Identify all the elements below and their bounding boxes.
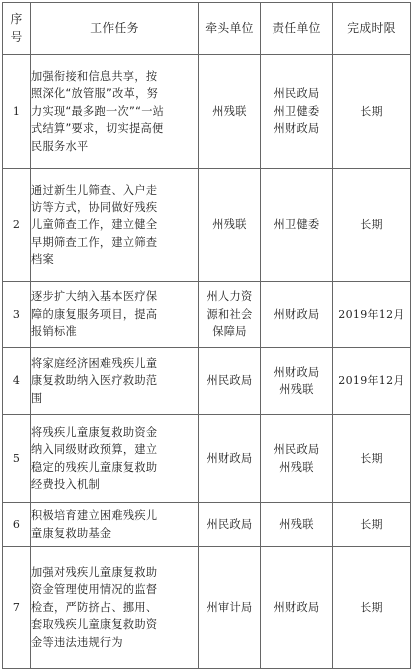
task-line: 将家庭经济困难残疾儿童: [31, 356, 158, 370]
table-row: [3, 55, 411, 169]
header-resp: 责任单位: [261, 3, 333, 55]
task-line: 民服务水平: [31, 139, 89, 153]
task-cell: [31, 503, 199, 547]
responsible-unit-cell: [261, 55, 333, 169]
task-line: 积极培育建立困难残疾儿: [31, 509, 158, 523]
table-row: [3, 348, 411, 415]
lead-unit-line: 州人力资: [206, 290, 253, 304]
task-cell: [31, 169, 199, 282]
responsible-unit-line: 州财政局: [273, 600, 320, 614]
lead-unit-line: 保障局: [212, 325, 247, 339]
table-row: [3, 169, 411, 282]
header-no: [3, 3, 31, 55]
deadline-cell: 2019年12月: [333, 348, 411, 415]
task-cell: [31, 348, 199, 415]
header-lead: 牵头单位: [199, 3, 261, 55]
task-line: 检查，严防挤占、挪用、: [31, 600, 158, 614]
row-number: 5: [3, 415, 31, 503]
deadline-cell: 2019年12月: [333, 282, 411, 348]
header-task: 工作任务: [31, 3, 199, 55]
responsible-unit-line: 州民政局: [273, 87, 320, 101]
task-line: 访等方式，协同做好残疾: [31, 200, 158, 214]
task-line: 套取残疾儿童康复救助资: [31, 618, 158, 632]
lead-unit-cell: [199, 348, 261, 415]
task-line: 障的康复服务项目，提高: [31, 307, 158, 321]
lead-unit-line: 州财政局: [206, 451, 253, 465]
task-cell: [31, 547, 199, 669]
task-line: 档案: [31, 253, 54, 267]
responsible-unit-cell: [261, 503, 333, 547]
responsible-unit-line: 州卫健委: [273, 104, 320, 118]
responsible-unit-line: 州残联: [279, 460, 314, 474]
responsible-unit-line: 州残联: [279, 517, 314, 531]
lead-unit-cell: [199, 169, 261, 282]
lead-unit-cell: [199, 282, 261, 348]
header-no-line: 序: [10, 11, 23, 26]
responsible-unit-cell: [261, 547, 333, 669]
task-table: [2, 2, 411, 669]
task-line: 力实现“最多跑一次”“一站: [31, 104, 165, 118]
responsible-unit-line: 州财政局: [273, 122, 320, 136]
responsible-unit-cell: [261, 282, 333, 348]
task-line: 纳入同级财政预算，建立: [31, 443, 158, 457]
task-line: 通过新生儿筛查、入户走: [31, 183, 158, 197]
task-cell: [31, 282, 199, 348]
lead-unit-line: 源和社会: [206, 307, 253, 321]
lead-unit-line: 州民政局: [206, 374, 253, 388]
task-line: 资金管理使用情况的监督: [31, 583, 158, 597]
row-number: 3: [3, 282, 31, 348]
responsible-unit-cell: [261, 348, 333, 415]
lead-unit-line: 州民政局: [206, 517, 253, 531]
lead-unit-cell: [199, 547, 261, 669]
responsible-unit-line: 州卫健委: [273, 218, 320, 232]
task-line: 稳定的残疾儿童康复救助: [31, 460, 158, 474]
responsible-unit-line: 州财政局: [273, 365, 320, 379]
responsible-unit-cell: [261, 169, 333, 282]
task-line: 康复救助纳入医疗救助范: [31, 374, 158, 388]
lead-unit-cell: [199, 415, 261, 503]
task-line: 围: [31, 391, 43, 405]
task-line: 儿童筛查工作，建立健全: [31, 218, 158, 232]
row-number: 4: [3, 348, 31, 415]
table-row: [3, 415, 411, 503]
header-no-line: 号: [10, 29, 23, 44]
row-number: 6: [3, 503, 31, 547]
lead-unit-cell: [199, 503, 261, 547]
task-line: 加强衔接和信息共享，按: [31, 70, 158, 84]
task-line: 童康复救助基金: [31, 526, 112, 540]
table-row: [3, 547, 411, 669]
task-line: 逐步扩大纳入基本医疗保: [31, 290, 158, 304]
lead-unit-line: 州审计局: [206, 600, 253, 614]
responsible-unit-line: 州残联: [279, 383, 314, 396]
table-row: [3, 282, 411, 348]
row-number: 2: [3, 169, 31, 282]
task-line: 经费投入机制: [31, 477, 100, 491]
lead-unit-line: 州残联: [212, 104, 247, 118]
task-cell: [31, 415, 199, 503]
header-row: [3, 3, 411, 55]
responsible-unit-line: 州财政局: [273, 307, 320, 321]
header-deadline: 完成时限: [333, 3, 411, 55]
row-number: 7: [3, 547, 31, 669]
lead-unit-line: 州残联: [212, 218, 247, 232]
row-number: 1: [3, 55, 31, 169]
deadline-cell: 长期: [333, 547, 411, 669]
task-line: 照深化“放管服”改革，努: [31, 87, 159, 101]
responsible-unit-cell: [261, 415, 333, 503]
task-line: 式结算”要求，切实提高便: [31, 122, 164, 136]
lead-unit-cell: [199, 55, 261, 169]
table-row: [3, 503, 411, 547]
deadline-cell: 长期: [333, 169, 411, 282]
task-line: 报销标准: [31, 325, 77, 339]
task-line: 金等违法违规行为: [31, 635, 123, 649]
task-line: 将残疾儿童康复救助资金: [31, 425, 158, 439]
task-line: 加强对残疾儿童康复救助: [31, 566, 158, 580]
responsible-unit-line: 州民政局: [273, 443, 320, 457]
deadline-cell: 长期: [333, 55, 411, 169]
deadline-cell: 长期: [333, 503, 411, 547]
task-line: 早期筛查工作，建立筛查: [31, 235, 158, 249]
task-cell: [31, 55, 199, 169]
deadline-cell: 长期: [333, 415, 411, 503]
